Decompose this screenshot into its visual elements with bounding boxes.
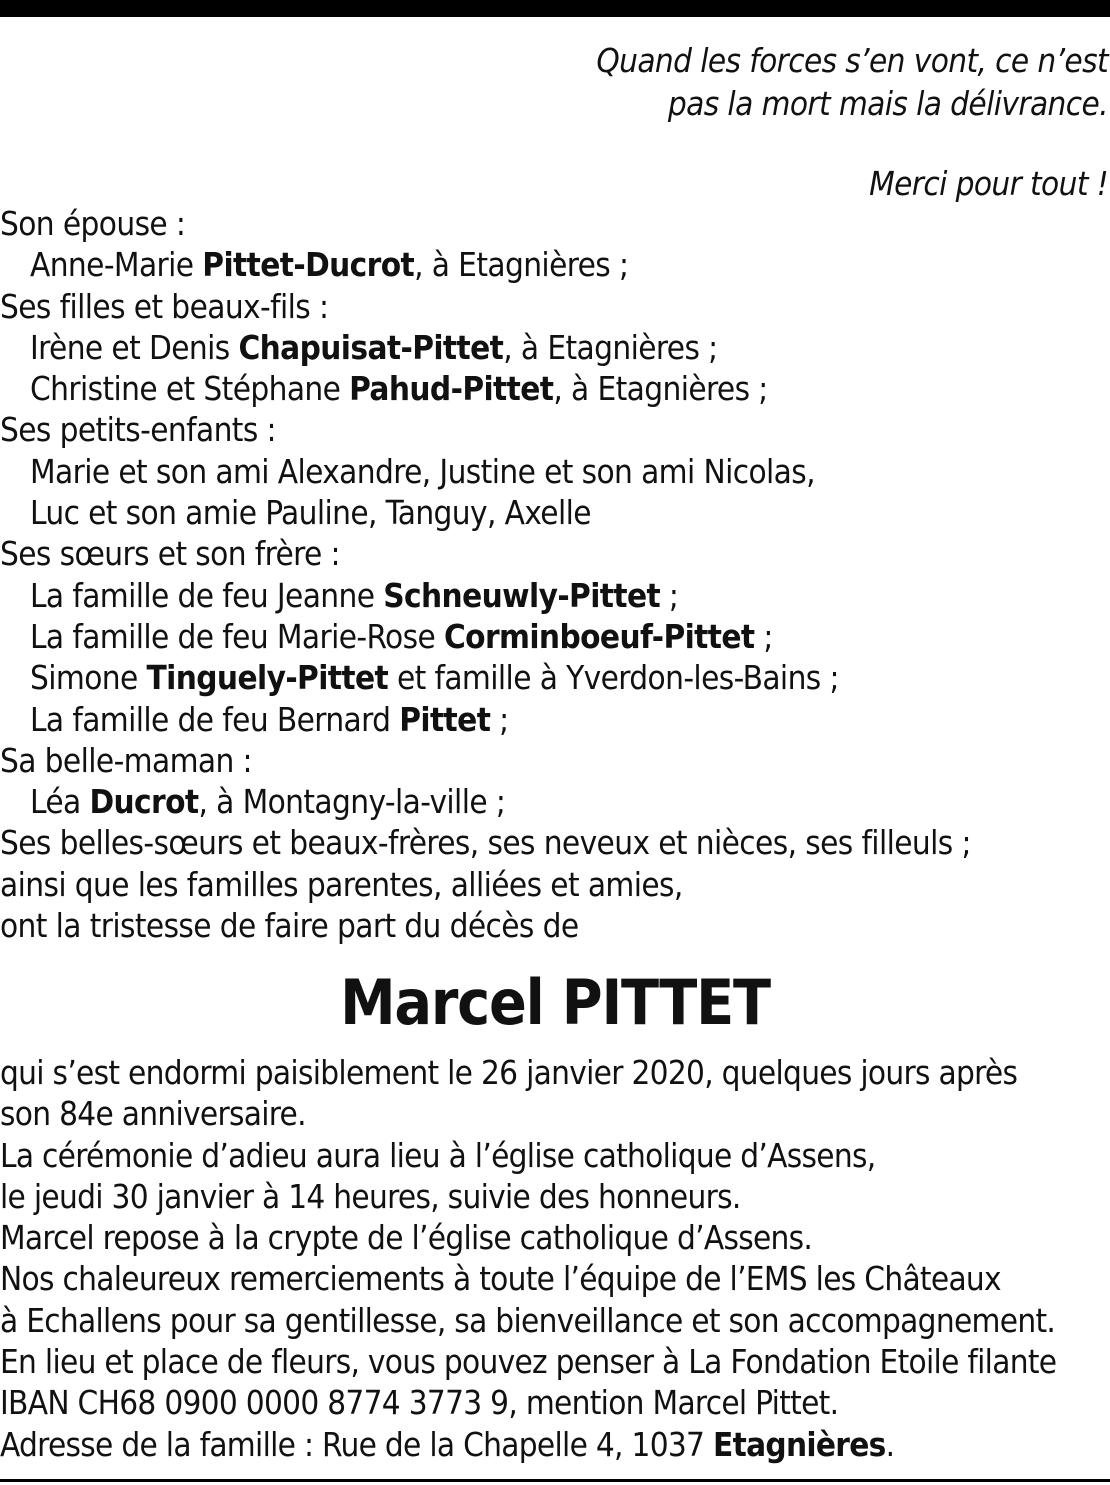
quote-line-1	[596, 39, 1108, 125]
others-line-3: ont la tristesse de faire part du décès de	[0, 906, 579, 946]
closing-line-5: Marcel repose à la crypte de l’église catholique d’Assens.	[0, 1218, 813, 1258]
others-line-2: ainsi que les familles parentes, alliées et amies,	[0, 864, 683, 904]
deceased-name: Marcel PITTET	[340, 966, 770, 1039]
sibling-entry-3: Simone Tinguely-Pittet et famille à Yverdon-les-Bains ;	[30, 658, 839, 698]
daughter-entry-2: Christine et Stéphane Pahud-Pittet, à Etagnières ;	[30, 369, 768, 409]
siblings-heading: Ses sœurs et son frère :	[0, 534, 340, 574]
quote-text-2: pas la mort mais la délivrance.	[667, 84, 1108, 123]
closing-line-8: En lieu et place de fleurs, vous pouvez penser à La Fondation Etoile filante	[0, 1342, 1057, 1382]
grandchildren-line-2: Luc et son amie Pauline, Tanguy, Axelle	[30, 493, 591, 533]
family-list	[0, 203, 1110, 946]
others-line-1: Ses belles-sœurs et beaux-frères, ses neveux et nièces, ses filleuls ;	[0, 823, 971, 863]
grandchildren-heading: Ses petits-enfants :	[0, 410, 276, 450]
quote-text-1: Quand les forces s’en vont, ce n’est	[596, 41, 1108, 80]
family-address: Adresse de la famille : Rue de la Chapelle 4, 1037 Etagnières.	[0, 1424, 895, 1464]
mother-in-law-heading: Sa belle-maman :	[0, 740, 252, 780]
closing-line-6: Nos chaleureux remerciements à toute l’équipe de l’EMS les Châteaux	[0, 1259, 1001, 1299]
top-rule	[0, 0, 1110, 17]
quote-line-3: Merci pour tout !	[869, 164, 1108, 203]
closing-line-7: à Echallens pour sa gentillesse, sa bienveillance et son accompagnement.	[0, 1300, 1056, 1340]
sibling-entry-4: La famille de feu Bernard Pittet ;	[30, 699, 509, 739]
sibling-entry-2: La famille de feu Marie-Rose Corminboeuf-Pittet ;	[30, 616, 773, 656]
sibling-entry-1: La famille de feu Jeanne Schneuwly-Pittet ;	[30, 575, 679, 615]
grandchildren-line-1: Marie et son ami Alexandre, Justine et son ami Nicolas,	[30, 451, 815, 491]
spouse-entry: Anne-Marie Pittet-Ducrot, à Etagnières ;	[30, 245, 629, 285]
closing-line-3: La cérémonie d’adieu aura lieu à l’église catholique d’Assens,	[0, 1135, 876, 1175]
closing-line-1: qui s’est endormi paisiblement le 26 janvier 2020, quelques jours après	[0, 1053, 1018, 1092]
daughter-entry-1: Irène et Denis Chapuisat-Pittet, à Etagnières ;	[30, 327, 718, 367]
spouse-heading: Son épouse :	[0, 204, 186, 243]
closing-line-2: son 84e anniversaire.	[0, 1094, 306, 1134]
closing-text	[0, 1052, 1110, 1465]
closing-line-9: IBAN CH68 0900 0000 8774 3773 9, mention Marcel Pittet.	[0, 1383, 839, 1423]
mother-in-law-entry: Léa Ducrot, à Montagny-la-ville ;	[30, 782, 506, 822]
closing-line-4: le jeudi 30 janvier à 14 heures, suivie des honneurs.	[0, 1176, 741, 1216]
bottom-rule	[0, 1479, 1110, 1482]
daughters-heading: Ses filles et beaux-fils :	[0, 286, 329, 326]
